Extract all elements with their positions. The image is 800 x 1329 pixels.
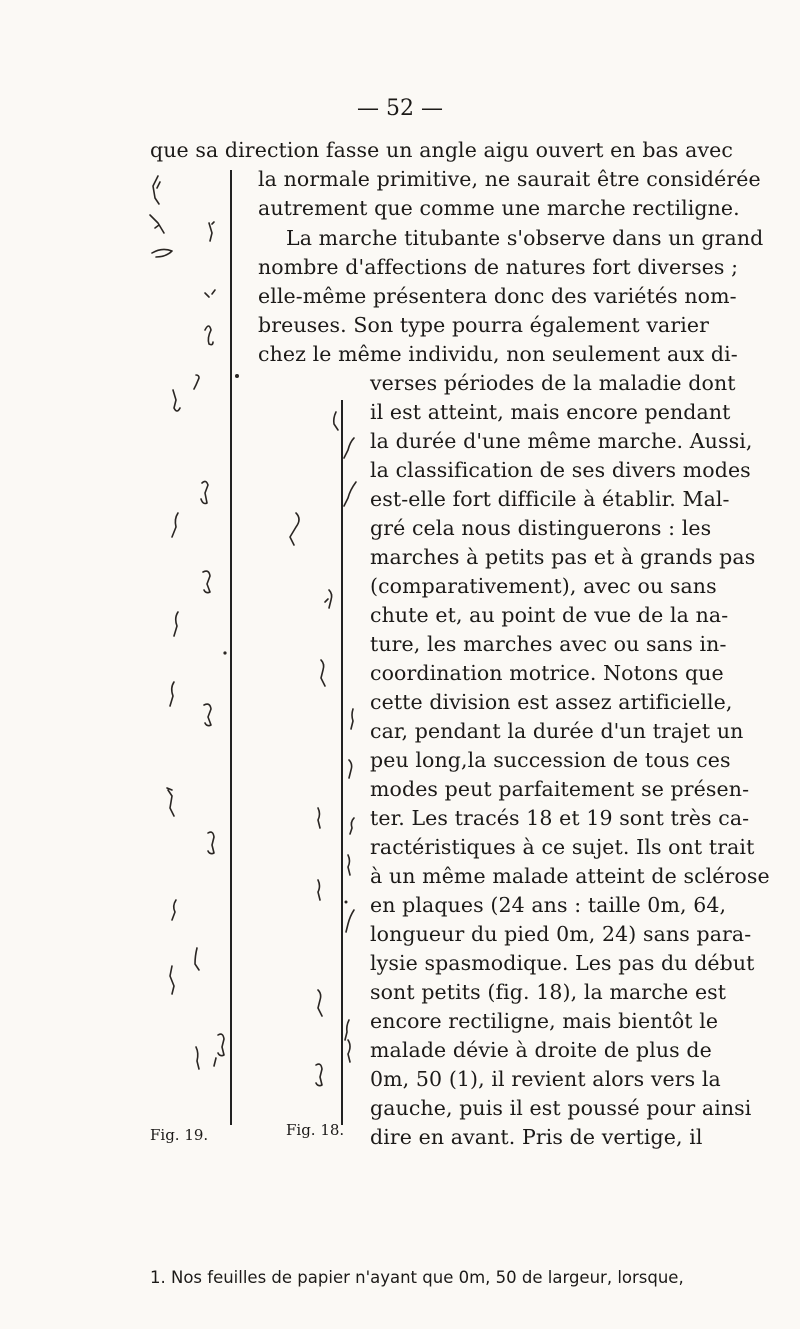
footprint-icon: [194, 375, 199, 389]
text-line: chute et, au point de vue de la na-: [370, 603, 729, 627]
footprint-icon: [172, 900, 176, 920]
text-line: dire en avant. Pris de vertige, il: [370, 1125, 703, 1149]
text-line: (comparativement), avec ou sans: [370, 574, 717, 598]
footprint-icon: [150, 215, 164, 233]
footprint-icon: [290, 513, 299, 545]
text-line: lysie spasmodique. Les pas du début: [370, 951, 755, 975]
footprint-dot: [223, 651, 226, 654]
footprint-icon: [209, 222, 214, 241]
figure-caption-fig19: Fig. 19.: [150, 1126, 209, 1144]
footprint-icon: [208, 832, 214, 854]
footprint-dot: [345, 901, 348, 904]
text-line: à un même malade atteint de sclérose: [370, 864, 770, 888]
text-line: malade dévie à droite de plus de: [370, 1038, 712, 1062]
footprint-icon-set: [150, 176, 356, 1086]
text-line: est-elle fort difficile à établir. Mal-: [370, 487, 730, 511]
text-line: 0m, 50 (1), il revient alors vers la: [370, 1067, 721, 1091]
text-line: il est atteint, mais encore pendant: [370, 400, 731, 424]
text-line: gauche, puis il est poussé pour ainsi: [370, 1096, 752, 1120]
footprint-icon: [349, 760, 352, 778]
footprint-icon: [334, 412, 338, 430]
figure-caption-fig18: Fig. 18.: [286, 1121, 345, 1139]
footprint-icon: [167, 788, 174, 816]
footprint-icon: [348, 1040, 350, 1062]
footprint-icon: [321, 660, 325, 686]
text-line: en plaques (24 ans : taille 0m, 64,: [370, 893, 727, 917]
footprint-icon: [344, 438, 354, 458]
footprint-icon: [174, 612, 178, 636]
footnote: 1. Nos feuilles de papier n'ayant que 0m, 50 de largeur, lorsque,: [150, 1268, 684, 1287]
text-line: modes peut parfaitement se présen-: [370, 777, 750, 801]
footprint-icon: [170, 682, 174, 706]
footprint-icon: [351, 709, 353, 729]
page-number: — 52 —: [357, 96, 443, 121]
footprint-icon: [205, 326, 213, 345]
footprint-icon: [316, 1064, 322, 1086]
text-line: que sa direction fasse un angle aigu ouvert en bas avec: [150, 138, 733, 162]
text-line: nombre d'affections de natures fort diverses ;: [258, 255, 739, 279]
text-line: la durée d'une même marche. Aussi,: [370, 429, 753, 453]
footprint-icon: [318, 880, 320, 900]
text-line: marches à petits pas et à grands pas: [370, 545, 756, 569]
text-line: breuses. Son type pourra également varier: [258, 313, 710, 337]
footprint-icon: [348, 855, 350, 875]
text-line: encore rectiligne, mais bientôt le: [370, 1009, 719, 1033]
text-line: chez le même individu, non seulement aux di-: [258, 342, 738, 366]
text-line: la normale primitive, ne saurait être considérée: [258, 167, 761, 191]
footprint-icon: [152, 249, 172, 257]
text-line: verses périodes de la maladie dont: [370, 371, 736, 395]
footprint-icon: [173, 390, 180, 411]
footprint-icon: [172, 513, 178, 537]
text-line: elle-même présentera donc des variétés nom-: [258, 284, 737, 308]
text-line: longueur du pied 0m, 24) sans para-: [370, 922, 752, 946]
footprint-icon: [196, 1047, 199, 1069]
text-line: autrement que comme une marche rectiligne.: [258, 196, 740, 220]
footprint-icon: [350, 818, 354, 834]
footprint-icon: [204, 704, 211, 726]
footprint-icon: [345, 1020, 349, 1040]
footprint-icon: [195, 948, 199, 970]
text-line: ractéristiques à ce sujet. Ils ont trait: [370, 835, 755, 859]
footprint-icon: [318, 808, 320, 828]
text-line: La marche titubante s'observe dans un grand: [286, 226, 764, 250]
footprint-icon: [214, 1034, 224, 1066]
footprint-dot: [235, 374, 239, 378]
footprint-icon: [153, 176, 160, 204]
text-line: car, pendant la durée d'un trajet un: [370, 719, 744, 743]
text-line: ter. Les tracés 18 et 19 sont très ca-: [370, 806, 750, 830]
text-line: la classification de ses divers modes: [370, 458, 751, 482]
footprint-icon: [203, 571, 210, 593]
footprint-icon: [205, 290, 215, 297]
text-line: sont petits (fig. 18), la marche est: [370, 980, 727, 1004]
footprint-icon: [325, 590, 332, 608]
footprint-icon: [201, 481, 208, 503]
text-line: cette division est assez artificielle,: [370, 690, 733, 714]
text-line: coordination motrice. Notons que: [370, 661, 724, 685]
text-line: ture, les marches avec ou sans in-: [370, 632, 727, 656]
footprint-icon: [344, 482, 356, 506]
text-line: peu long,la succession de tous ces: [370, 748, 731, 772]
footprint-icon: [318, 990, 322, 1016]
footprint-icon: [346, 910, 354, 932]
footprint-icon: [170, 966, 174, 994]
text-line: gré cela nous distinguerons : les: [370, 516, 712, 540]
